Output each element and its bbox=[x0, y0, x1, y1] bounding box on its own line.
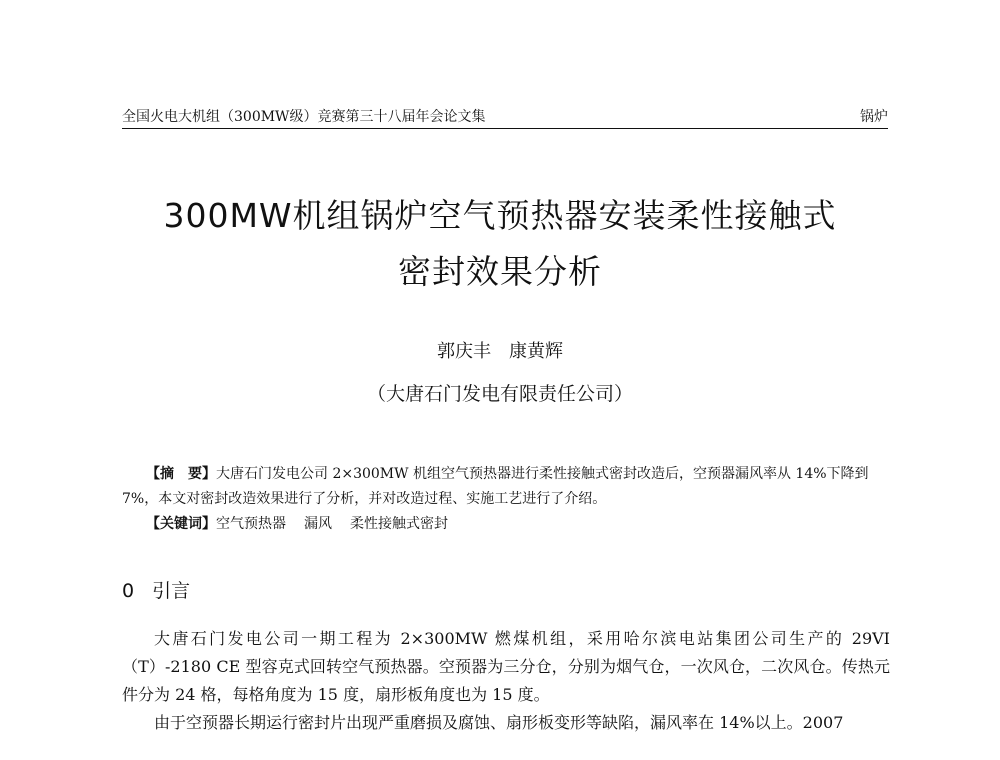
section-number: 0 bbox=[122, 580, 135, 602]
body-text bbox=[122, 625, 890, 737]
author-affiliation: （大唐石门发电有限责任公司） bbox=[366, 383, 633, 405]
header-journal-title: 全国火电大机组（300MW级）竞赛第三十八届年会论文集 bbox=[122, 109, 486, 125]
keyword-item: 空气预热器 bbox=[216, 516, 286, 532]
keyword-item: 柔性接触式密封 bbox=[350, 516, 448, 532]
section-heading bbox=[122, 578, 190, 604]
abstract-paragraph bbox=[122, 462, 892, 512]
abstract-label: 【摘 要】 bbox=[146, 466, 216, 482]
running-header bbox=[122, 106, 888, 129]
author-name: 康黄辉 bbox=[509, 341, 563, 362]
section-title: 引言 bbox=[152, 580, 191, 602]
paper-title-line-1: 300MW机组锅炉空气预热器安装柔性接触式 bbox=[163, 196, 837, 235]
paper-title-line-2: 密封效果分析 bbox=[398, 252, 602, 291]
author-list bbox=[0, 340, 1000, 364]
abstract-block bbox=[122, 462, 892, 537]
keyword-item: 漏风 bbox=[304, 516, 332, 532]
keywords-label: 【关键词】 bbox=[146, 516, 216, 532]
author-name: 郭庆丰 bbox=[437, 341, 491, 362]
header-section-name: 锅炉 bbox=[860, 109, 888, 125]
body-paragraph: 大唐石门发电公司一期工程为 2×300MW 燃煤机组，采用哈尔滨电站集团公司生产的 29VI（T）-2180 CE 型容克式回转空气预热器。空预器为三分仓，分别为烟气仓，一次风仓，二次风仓。传热元件分为 24 格，每格角度为 15 度，扇形板角度也为 15 度。 bbox=[122, 629, 890, 704]
keywords-paragraph bbox=[122, 512, 892, 537]
body-paragraph: 由于空预器长期运行密封片出现严重磨损及腐蚀、扇形板变形等缺陷，漏风率在 14%以上。2007 bbox=[154, 713, 844, 732]
abstract-text: 大唐石门发电公司 2×300MW 机组空气预热器进行柔性接触式密封改造后，空预器漏风率从 14%下降到 7%，本文对密封改造效果进行了分析，并对改造过程、实施工艺进行了介绍。 bbox=[122, 466, 869, 507]
